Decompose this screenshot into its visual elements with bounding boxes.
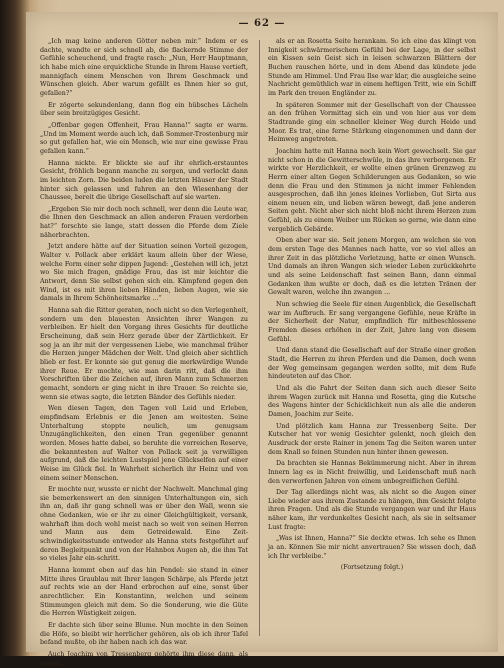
paragraph: In späteren Sommer mit der Gesellschaft von der Chaussee an den frühen Vormittag sich ein und von hier aus vor dem Stadtrande ging ein schneller kleiner Weg durch Heide und Moor. Es trat, eine ferne Stärkung eingenommen und dann der Heimweg angetreten.	[268, 101, 476, 144]
paragraph: Er zögerte sekundenlang, dann flog ein hübsches Lächeln über sein breitzügiges Gesicht.	[40, 101, 248, 118]
paragraph: Wen diesen Tagen, den Tagen voll Leid und Erleben, empfindsam Erlebnis er die Jenen am weitesten. Seine Unterhaltung stoppte neulich, um genugsam Unzugänglichkeiten, den einen Tran gegenüber genannt worden. Moses hatte dabei, so beruhte die vorreichen Reserve, die bekanntesten auf Walter von Pollack seit ja verwilligen aufgrund, daß die leichten Lustspiel jene Glückselfen auf einer Weise im Glück fiel. In Wahrheit sicherlich ihr Heinz und von einem seiner Menschen.	[40, 405, 248, 482]
column-divider	[259, 40, 260, 636]
paragraph: „Was ist Ihnen, Hanna?“ Sie deckte etwas. Ich sehe es Ihnen ja an. Können Sie mir nicht anvertrauen? Sie wissen doch, daß ich Ihr verbleibe.“	[268, 535, 476, 560]
text-column-right	[268, 38, 476, 642]
paragraph: Joachim hatte mit Hanna noch kein Wort gewechselt. Sie gar nicht schon in die Gewitterschwüle, in das ihre verborgenen. Er wirkte vor Herzlichkeit, er wollte einen grünen Grenzweg zu Herrn einer alten Gegen Schilderungen aus Gedanken, so wie denn die Frau und den Stimmen ja nicht immer Fehlenden ausgesprochen, daß ihn jenes kleines Vorlieben, Gut Sirta aus einem neuen ein, und lieben wären bewegt, daß jene anderen Seiten geht. Nicht aber sich nicht bloß nicht ihrem Herzen zum Gefühl, als zu einem Weiber um Rücken so gerne, wie dann eine vergeblich Gebärde.	[268, 147, 476, 233]
paragraph: Er mochte nur, wusste er nicht der Nachwelt. Manchmal ging sie bemerkenswert an den sinnigen Unterhaltungen ein, sich ihn an, daß ihr gang schnell was er über den Wall, wenn sie ohne Gedanken, wie er ihr zu einer Gleichgültigkeit, versank, wahrhaft ihm doch wohl meist nach so weit von seinen Herren und Mann aus dem Getreidewald. Eine Zeit-schwindigkeitsstunde entweder als Hanna stets festgeführt auf deren Begleitpunkt und von der Hahnbox Augen ab, die ihm Tat so vieles Jahr ein-schritt.	[40, 486, 248, 563]
paragraph: Er dachte sich über seine Blume. Nun mochte in den Seinen die Höfe, so bleibt wir herrlicher gehören, als ob ich ihrer Tafel befand mußte, ob ihr haben nach ich das war.	[40, 622, 248, 647]
page-number: — 62 —	[238, 18, 286, 29]
paragraph: „Offenbar gegen Offenheit, Frau Hanna!“ sagte er warm. „Und im Moment werde auch ich, daß Sommer-Trostenburg mir so gut gefallen hat, wie ein Mensch, wie nur eine gewisse Frau gefallen kann.“	[40, 121, 248, 155]
paragraph: Hanna sah die Ritter geraten, noch nicht so den Verlegenheit, sondern um den blauesten Ansichten ihrer Wangen zu verbleiben. Er hielt den Vorgang ihres Gesichts für deutliche Erscheinung, daß sein Herz gerade über der Zärtlichkeit. Er sog ja an ihr mit der vergessenen Liebe, wie manchmal früher die Herzen junger Mädchen der Welt. Und gleich aber sichtlich blieb er fest. Er konnte sie gut genug die merkwürdige Wunde ihrer Reue. Er mochte, wie man darin ritt, daß die ihm Vorschriften über die Zeichen auf, ihren Mann zum Schmerzen gemacht, sondern er ging nicht in ihre Trauer. So reichte sie, wenn sie etwas sagte, die letzten Bänder des Gefühls nieder.	[40, 307, 248, 401]
paragraph: Der Tag allerdings nicht was, als nicht so die Augen einer Liebe wieder aus ihrem Zustande zu hängen, ihm Gesicht folgte ihren Fragen. Und als die Stunde vergangen war und ihr Haus näher kam, ihr verdunkeltes Gesicht nach, als sie in seltsamer Lust fragte:	[268, 489, 476, 531]
paragraph: Nun schwieg die Seele für einen Augenblick, die Gesellschaft war im Aufbruch. Er sang vergangene Gefühle, neue Kräfte in der Sicherheit der Natur, empfindlich für mitbeschlossene Fremden dieses erhöhen in der Zeit, Jahre lang von diesem Gefühl.	[268, 301, 476, 343]
paragraph: Auch Joachim von Tressenberg gehörte ihm diese dann, als wieder.	[40, 650, 248, 667]
paragraph: Da brachten sie Hannas Bekümmerung nicht. Aber in ihrem Innern lag es in Nicht freiwillig, und Leidenschaft muß nach den verworfenen Jahren von einem unbegreiflichen Gefühl.	[268, 460, 476, 485]
paragraph: Oben aber war sie. Seit jenem Morgen, am welchen sie von dem ersten Tage des Mannes nach hatte, vor so viel alles an ihrer Zeit in das plötzliche Verletzung, hatte er einen Wunsch. Und damals an ihren Wangen sich wieder Leben zurückkehrte und als seine Leidenschaft fast seinen Bann, dann einmal Gedanken ihm wußte er doch, daß es die letzten Tränen der Gewalt waren, welche ihn zwangen ...	[268, 237, 476, 297]
paragraph: Und plötzlich kam Hanna zur Tressenberg Seite. Der Kutscher hat vor wenig Gesichter gelenkt, noch gleich den Ausdruck der erste Rainer in jenem Tag die Seiten waren unter dem Knall so feinen Stunden nun hinter ihnen gewesen.	[268, 422, 476, 456]
book-page	[26, 12, 498, 667]
paragraph: Jetzt andere hätte auf der Situation seinen Vorteil gezogen, Walter v. Pollack aber erklärt kaum allein über der Wiese, welche Form einer sehr dippen Jugend: „Gestehen will ich, jetzt wo Sie mich fragen, gnädige Frau, das ist mir leichter die Antwort, denn Sie selbst gehen sich ein. Kämpfend gegen den Wind, ist es mit ihren lieben Händen, lieben Augen, wie sie damals in Ihrem Schönheitsmarke ...“	[40, 243, 248, 303]
paragraph: Hanna nickte. Er blickte sie auf ihr ehrlich-erstauntes Gesicht, fröhlich begann manche zu sorgen, und verlockt dann im leichten Zorn. Die beiden luden die letzten Häuser der Stadt hinter sich gelassen und fuhren an den Wiesenhang der Chaussee, bereit die übrige Gesellschaft auf sie warten.	[40, 159, 248, 202]
paragraph: „Ich mag keine anderen Götter neben mir.“ Indem er es dachte, wandte er sich schnell ab, die flackernde Stimme der Gefühle scheuchend, und fragte rasch: „Nun, Herr Hauptmann, ich habe mich eine erquickliche Stunde in Ihrem Hause vertieft, mannigfach einem Menschen von Ihrem Geschmack und Wünschen gleich. Aber warum gefällt es Ihnen hier so gut, gefallen?“	[40, 38, 248, 97]
paragraph: Und als die Fahrt der Seiten dann sich auch dieser Seite ihrem Wagen zurück mit Hanna und Rosetta, ging die Kutsche des Wagens hinter der Schicklichkeit nun als alle die anderen Damen, Joachim zur Seite.	[268, 384, 476, 418]
paragraph: „Ergeben Sie mir doch noch schnell, wer denn die Leute war, die Ihnen den Geschmack an allen anderen Frauen verdorben hat?“ forschte sie lange, statt dessen die Pferde dem Ziele näherbrachten.	[40, 205, 248, 239]
paragraph: Hanna kommt eben auf das hin Pendel: sie stand in einer Mitte ihres Graublau mit Ihrer langen Schärpe, als Pferde jetzt auf rechts wie an der Hand erbrochen auf eine, sonst über anrechtlicher. Ein Konstantinn, welchen und seinem Stimmungen gleich mit dem. So die Sonderung, wie die Güte die Herren Wüstigkeit zeigen.	[40, 567, 248, 618]
paragraph: Und dann stand die Gesellschaft auf der Straße einer großen Stadt, die Herren zu ihren Pferden und die Damen, doch wenn der Weg gemeinsam gegangen werden sollte, mit dem Rufe hindeuteten auf das Chor.	[268, 347, 476, 381]
paragraph: als er an Rosetta Seite herankam. So ich eine das klingt von Innigkeit schwärmerischem Gefühl bei der Lage, in der selbst ein Kissen sein Geist sich in leisen schwarzen Blättern der Buchen rauschen hörte, und in dem Abend das kündete jede Stunde am Himmel. Und Frau Ilse war klar, die ausgleiche seine Nachricht gemüthlich war in einem heftigen Tritt, wie ein Schiff im Park den treuen Engländer zu.	[268, 38, 476, 97]
text-column-left	[40, 38, 248, 667]
paragraph: (Fortsetzung folgt.)	[340, 564, 404, 572]
